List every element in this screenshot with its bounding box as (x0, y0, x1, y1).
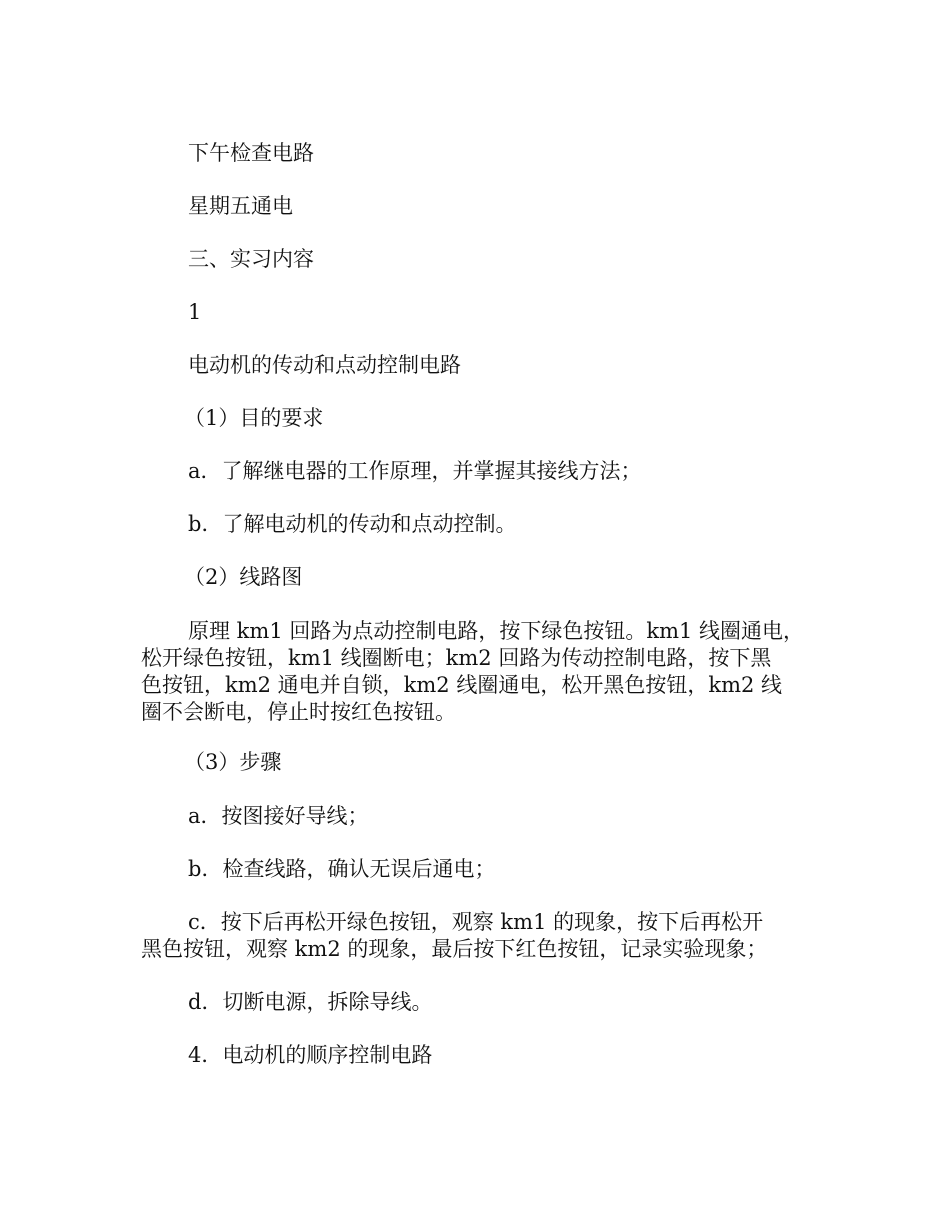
principle-line: 色按钮，km2 通电并自锁，km2 线圈通电，松开黑色按钮，km2 线 (141, 673, 783, 697)
paragraph-afternoon-check: 下午检查电路 (188, 141, 314, 165)
objective-a: a．了解继电器的工作原理，并掌握其接线方法； (188, 459, 642, 483)
principle-paragraph (141, 618, 811, 726)
step-d: d．切断电源，拆除导线。 (188, 990, 433, 1014)
item-number: 1 (188, 300, 202, 324)
section-heading-internship-content: 三、实习内容 (188, 247, 314, 271)
subsection-title-motor-control: 电动机的传动和点动控制电路 (188, 353, 461, 377)
step-b: b．检查线路，确认无误后通电； (188, 857, 496, 881)
heading-objectives: （1）目的要求 (184, 406, 324, 430)
principle-line: 原理 km1 回路为点动控制电路，按下绿色按钮。km1 线圈通电， (188, 619, 805, 643)
principle-line: 圈不会断电，停止时按红色按钮。 (141, 700, 456, 724)
step-c (141, 909, 811, 963)
step-c-line: 黑色按钮，观察 km2 的现象，最后按下红色按钮，记录实验现象； (141, 937, 768, 961)
step-c-line: c．按下后再松开绿色按钮，观察 km1 的现象，按下后再松开 (188, 910, 764, 934)
heading-circuit-diagram: （2）线路图 (184, 565, 303, 589)
paragraph-friday-power: 星期五通电 (188, 194, 293, 218)
principle-line: 松开绿色按钮，km1 线圈断电；km2 回路为传动控制电路，按下黑 (141, 646, 772, 670)
heading-steps: （3）步骤 (184, 750, 282, 774)
section-4-title: 4．电动机的顺序控制电路 (188, 1043, 433, 1067)
step-a: a．按图接好导线； (188, 804, 369, 828)
objective-b: b．了解电动机的传动和点动控制。 (188, 512, 517, 536)
